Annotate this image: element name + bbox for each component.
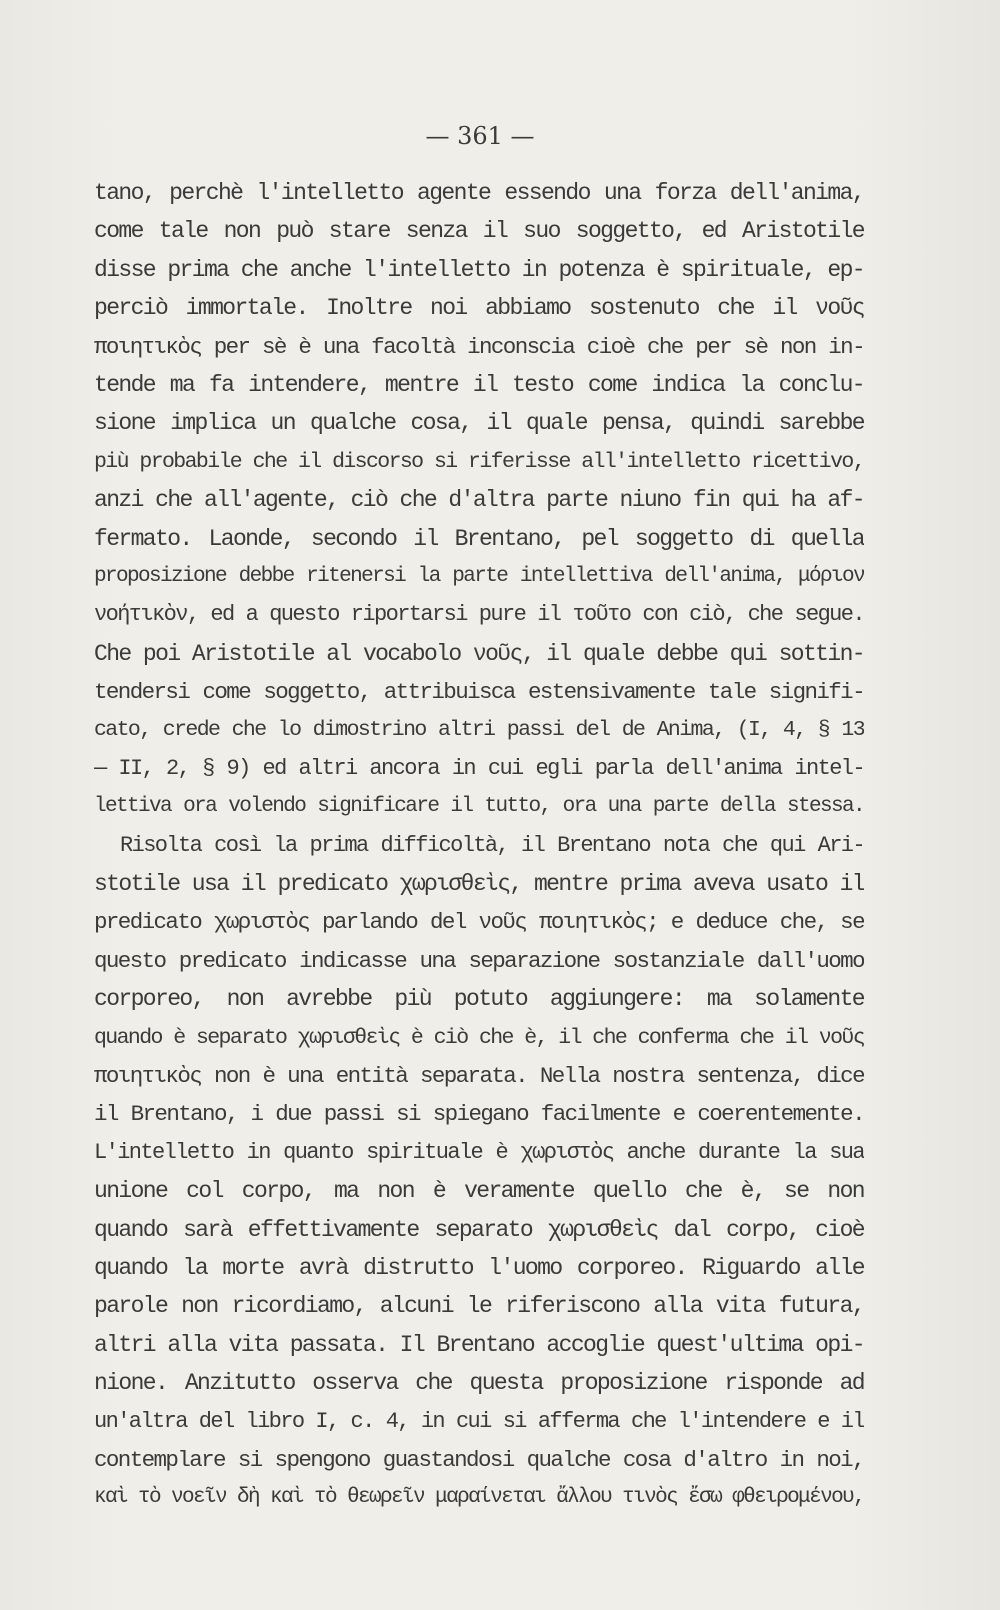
text-line-content: contemplare si spengono guastandosi qualche cosa d'altro in noi, — [94, 1446, 864, 1473]
text-line-content: καὶ τὸ νοεῖν δὴ καὶ τὸ θεωρεῖν μαραίνεται ἄλλου τινὸς ἔσω φθειρομένου, — [94, 1486, 864, 1510]
text-line — [94, 1172, 864, 1210]
text-line — [94, 942, 864, 980]
text-line — [94, 520, 864, 558]
text-line — [94, 481, 864, 519]
text-line-content: stotile usa il predicato χωρισθεὶς, mentre prima aveva usato il — [94, 871, 864, 898]
text-line — [94, 1249, 864, 1287]
page-number: — 361 — — [425, 122, 535, 150]
text-line-content: questo predicato indicasse una separazione sostanziale dall'uomo — [94, 947, 864, 974]
text-line-content: fermato. Laonde, secondo il Brentano, pel soggetto di quella — [94, 525, 864, 552]
text-line-content: perciò immortale. Inoltre noi abbiamo sostenuto che il νοῦς — [94, 295, 864, 322]
text-line-content: Che poi Aristotile al vocabolo νοῦς, il quale debbe qui sottin- — [94, 640, 864, 667]
text-line-content: quando è separato χωρισθεὶς è ciò che è, il che conferma che il νοῦς — [94, 1025, 864, 1050]
text-line — [94, 366, 864, 404]
text-line-content: cato, crede che lo dimostrino altri passi del de Anima, (I, 4, § 13 — [94, 718, 864, 743]
text-line-content: parole non ricordiamo, alcuni le riferiscono alla vita futura, — [94, 1293, 864, 1320]
text-line-content: corporeo, non avrebbe più potuto aggiungere: ma solamente — [94, 986, 864, 1013]
text-line — [94, 750, 864, 788]
text-line — [94, 1134, 864, 1172]
text-line-content: quando la morte avrà distrutto l'uomo corporeo. Riguardo alle — [94, 1254, 864, 1281]
text-line — [94, 289, 864, 327]
text-line-content: altri alla vita passata. Il Brentano accoglie quest'ultima opi- — [94, 1331, 864, 1358]
text-line — [94, 1479, 864, 1517]
text-line — [94, 443, 864, 481]
text-line-content: tende ma fa intendere, mentre il testo come indica la conclu- — [94, 371, 864, 398]
text-line-content: predicato χωριστὸς parlando del νοῦς ποιητικὸς; e deduce che, se — [94, 909, 864, 936]
text-line-content: anzi che all'agente, ciò che d'altra parte niuno fin qui ha af- — [94, 487, 864, 514]
text-line-content: più probabile che il discorso si riferisse all'intelletto ricettivo, — [94, 449, 864, 474]
text-line-content: come tale non può stare senza il suo soggetto, ed Aristotile — [94, 218, 864, 245]
text-line-content: il Brentano, i due passi si spiegano facilmente e coerentemente. — [94, 1101, 864, 1128]
text-line — [94, 635, 864, 673]
text-line — [94, 1057, 864, 1095]
text-line — [94, 980, 864, 1018]
text-line-content: un'altra del libro I, c. 4, in cui si afferma che l'intendere e il — [94, 1408, 864, 1434]
text-line — [94, 1095, 864, 1133]
text-line — [94, 1326, 864, 1364]
text-line-content: disse prima che anche l'intelletto in potenza è spirituale, ep- — [94, 256, 864, 283]
text-line — [94, 404, 864, 442]
text-line — [94, 251, 864, 289]
text-line — [94, 174, 864, 212]
text-line — [94, 1441, 864, 1479]
text-line — [94, 1287, 864, 1325]
text-line-content: unione col corpo, ma non è veramente quello che è, se non — [94, 1178, 864, 1205]
text-line-content: sione implica un qualche cosa, il quale pensa, quindi sarebbe — [94, 410, 864, 437]
text-line — [94, 1019, 864, 1057]
text-line — [94, 1403, 864, 1441]
text-line — [94, 711, 864, 749]
text-line-content: L'intelletto in quanto spirituale è χωριστὸς anche durante la sua — [94, 1139, 864, 1165]
text-line — [94, 1211, 864, 1249]
text-line-content: ποιητικὸς per sè è una facoltà inconscia cioè che per sè non in- — [94, 333, 864, 360]
text-line — [94, 903, 864, 941]
text-line-content: lettiva ora volendo significare il tutto, ora una parte della stessa. — [94, 795, 864, 819]
text-line-content: νοήτικὸν, ed a questo riportarsi pure il τοῦτο con ciò, che segue. — [94, 602, 864, 628]
text-line — [94, 1364, 864, 1402]
text-line — [94, 328, 864, 366]
text-line — [94, 865, 864, 903]
body-text — [94, 174, 864, 1518]
text-line-content: tano, perchè l'intelletto agente essendo una forza dell'anima, — [94, 180, 864, 206]
text-line-content: Risolta così la prima difficoltà, il Brentano nota che qui Ari- — [120, 832, 864, 858]
text-line — [94, 558, 864, 596]
text-line-content: ποιητικὸς non è una entità separata. Nella nostra sentenza, dice — [94, 1062, 864, 1089]
text-line-content: — II, 2, § 9) ed altri ancora in cui egli parla dell'anima intel- — [94, 755, 864, 781]
text-line-content: nione. Anzitutto osserva che questa proposizione risponde ad — [94, 1370, 864, 1397]
text-line — [94, 788, 864, 826]
text-line — [94, 212, 864, 250]
text-line-content: quando sarà effettivamente separato χωρισθεὶς dal corpo, cioè — [94, 1216, 864, 1243]
text-line — [94, 827, 864, 865]
text-line-content: proposizione debbe ritenersi la parte intellettiva dell'anima, μόριον — [94, 564, 864, 588]
text-line — [94, 596, 864, 634]
text-line-content: tendersi come soggetto, attribuisca estensivamente tale signifi- — [94, 679, 864, 706]
text-line — [94, 673, 864, 711]
